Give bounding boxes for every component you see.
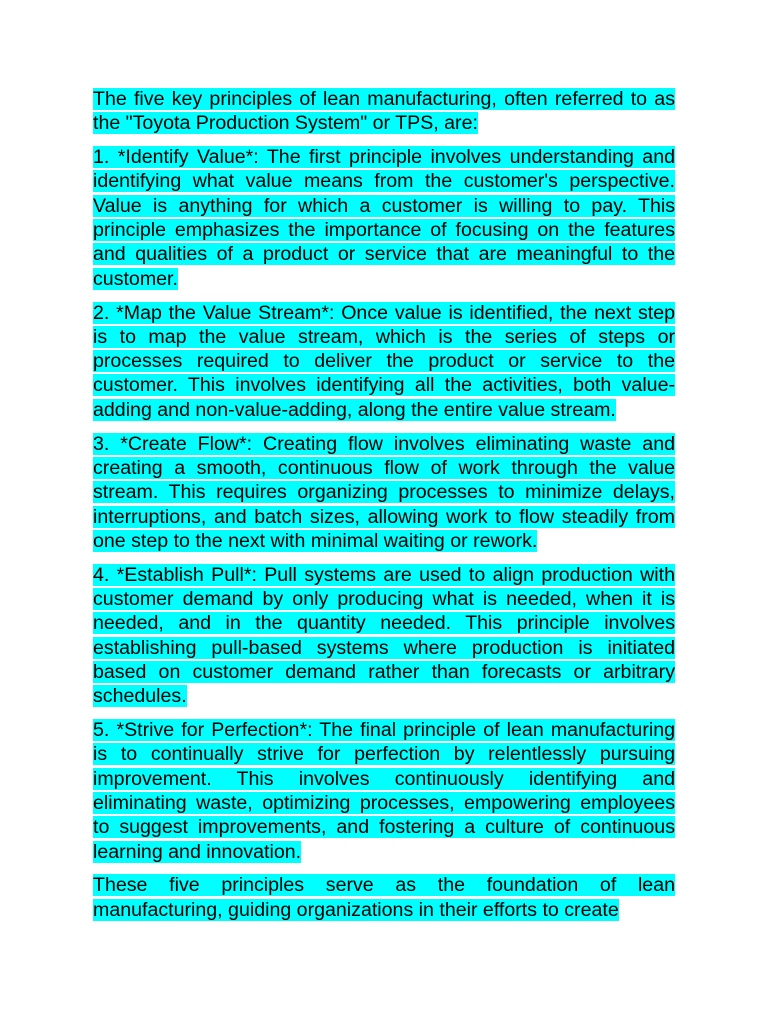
document-body [93, 87, 675, 932]
principle-create-flow-paragraph [93, 432, 675, 553]
closing-paragraph [93, 873, 675, 922]
highlighted-text: 3. *Create Flow*: Creating flow involves eliminating waste and creating a smooth, continuous flow of work through the value stream. This requires organizing processes to minimize delays, interruptions, and batch sizes, allowing work to flow steadily from one step to the next with minimal waiting or rework. [93, 432, 675, 552]
principle-strive-perfection-paragraph [93, 718, 675, 864]
principle-identify-value-paragraph [93, 145, 675, 291]
highlighted-text: 5. *Strive for Perfection*: The final principle of lean manufacturing is to continually strive for perfection by relentlessly pursuing improvement. This involves continuously identifying and eliminating waste, optimizing processes, empowering employees to suggest improvements, and fostering a culture of continuous learning and innovation. [93, 719, 675, 863]
highlighted-text: 4. *Establish Pull*: Pull systems are used to align production with customer demand by only producing what is needed, when it is needed, and in the quantity needed. This principle involves establishing pull-based systems where production is initiated based on customer demand rather than forecasts or arbitrary schedules. [93, 563, 675, 708]
principle-map-value-stream-paragraph [93, 301, 675, 422]
highlighted-text: The five key principles of lean manufacturing, often referred to as the "Toyota Production System" or TPS, are: [93, 88, 675, 135]
highlighted-text: 1. *Identify Value*: The first principle involves understanding and identifying what value means from the customer's perspective. Value is anything for which a customer is willing to pay. This principle emphasizes the importance of focusing on the features and qualities of a product or service that are meaningful to the customer. [93, 146, 675, 290]
principle-establish-pull-paragraph [93, 563, 675, 709]
highlighted-text: 2. *Map the Value Stream*: Once value is identified, the next step is to map the value stream, which is the series of steps or processes required to deliver the product or service to the customer. This involves identifying all the activities, both value-adding and non-value-adding, along the entire value stream. [93, 301, 675, 421]
highlighted-text: These five principles serve as the foundation of lean manufacturing, guiding organizations in their efforts to create [93, 874, 675, 921]
intro-paragraph [93, 87, 675, 136]
